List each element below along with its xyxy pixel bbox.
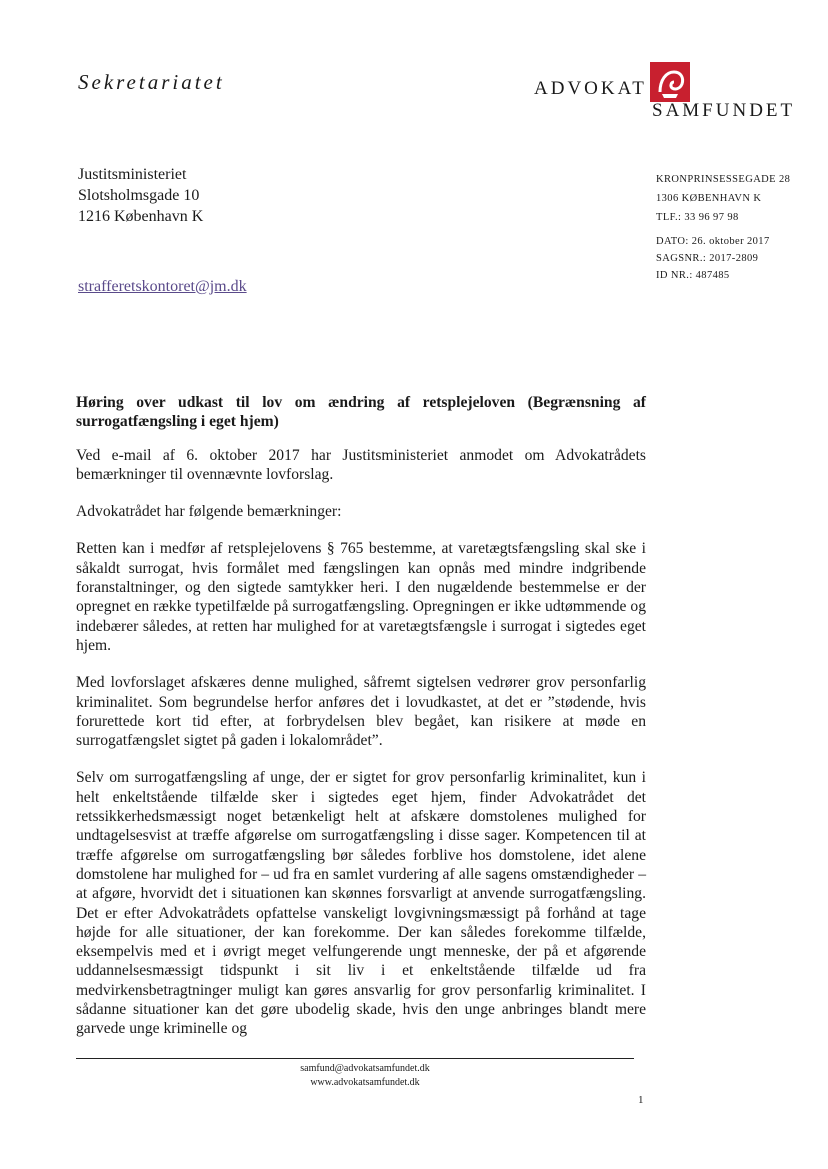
sender-city: 1306 KØBENHAVN K	[656, 193, 762, 204]
advokatsamfundet-logo-icon	[650, 62, 690, 102]
paragraph-5: Selv om surrogatfængsling af unge, der er sigtet for grov personfarlig kriminalitet, kun i helt enkeltstående tilfælde sker i sigtedes eget hjem, finder Advokatrådet det retssikkerhedsmæssigt noget betænkeligt helt at afskære domstolenes mulighed for undtagelsesvist at træffe afgørelse om surrogatfængsling i disse sager. Kompetencen til at træffe afgørelse om surrogatfængsling bør således forblive hos domstolene, idet alene domstolene har mulighed for – ud fra en samlet vurdering af alle sagens omstændigheder – at afgøre, hvorvidt det i situationen kan skønnes forsvarligt at anvende surrogatfængsling. Det er efter Advokatrådets opfattelse vanskeligt lovgivningsmæssigt på forhånd at tage højde for alle situationer, der kan forekomme. Der kan således forekomme tilfælde, eksempelvis med et i øvrigt meget velfungerende ungt menneske, der på et afgørende uddannelsesmæssigt tidspunkt i sit liv i et enkeltstående tilfælde ud fra medvirkensbetragtninger muligt kan gøres ansvarlig for grov personfarlig kriminalitet. I sådanne situationer kan det gøre ubodelig skade, hvis den unge anbringes blandt mere garvede unge kriminelle og	[76, 769, 646, 1038]
letter-title: Høring over udkast til lov om ændring af retsplejeloven (Begrænsning af surrogatfængsling i eget hjem)	[76, 394, 646, 431]
page-number: 1	[638, 1094, 644, 1106]
paragraph-4: Med lovforslaget afskæres denne mulighed, såfremt sigtelsen vedrører grov personfarlig kriminalitet. Som begrundelse herfor anføres det i lovudkastet, at det er ”stødende, hvis forurettede kort tid efter, at forbrydelsen blev begået, kan risikere at møde en surrogatfængslet sigtet på gaden i lokalområdet”.	[76, 674, 646, 750]
paragraph-2: Advokatrådet har følgende bemærkninger:	[76, 503, 342, 521]
letter-date: DATO: 26. oktober 2017	[656, 236, 770, 247]
footer-website[interactable]: www.advokatsamfundet.dk	[310, 1077, 420, 1088]
sender-address	[656, 170, 790, 227]
recipient-email-link[interactable]: strafferetskontoret@jm.dk	[78, 278, 247, 295]
footer-divider	[76, 1058, 634, 1059]
paragraph-3: Retten kan i medfør af retsplejelovens § 765 bestemme, at varetægtsfængsling skal ske i såkaldt surrogat, hvis formålet med fængslingen kan opnås med mindre indgribende foranstaltninger, og den sigtede samtykker heri. I den nugældende bestemmelse er der opregnet en række typetilfælde på surrogatfængsling. Opregningen er ikke udtømmende og indebærer således, at retten har mulighed for at varetægtsfængsle i surrogat i sigtedes eget hjem.	[76, 540, 646, 654]
sender-phone: TLF.: 33 96 97 98	[656, 212, 739, 223]
footer-email[interactable]: samfund@advokatsamfundet.dk	[300, 1063, 430, 1074]
department-name: Sekretariatet	[78, 70, 225, 94]
recipient-city: 1216 København K	[78, 208, 204, 225]
recipient-street: Slotsholmsgade 10	[78, 187, 200, 204]
letter-body	[76, 393, 646, 1057]
logo-text-advokat: ADVOKAT	[534, 78, 647, 99]
recipient-address	[78, 164, 203, 227]
id-number: ID NR.: 487485	[656, 270, 730, 281]
logo-text-samfundet: SAMFUNDET	[652, 100, 796, 121]
footer-contact	[200, 1062, 530, 1090]
recipient-name: Justitsministeriet	[78, 166, 187, 183]
paragraph-1: Ved e-mail af 6. oktober 2017 har Justitsministeriet anmodet om Advokatrådets bemærkninger til ovennævnte lovforslag.	[76, 446, 646, 483]
sender-street: KRONPRINSESSEGADE 28	[656, 174, 791, 185]
letter-metadata	[656, 233, 770, 284]
case-number: SAGSNR.: 2017-2809	[656, 253, 759, 264]
